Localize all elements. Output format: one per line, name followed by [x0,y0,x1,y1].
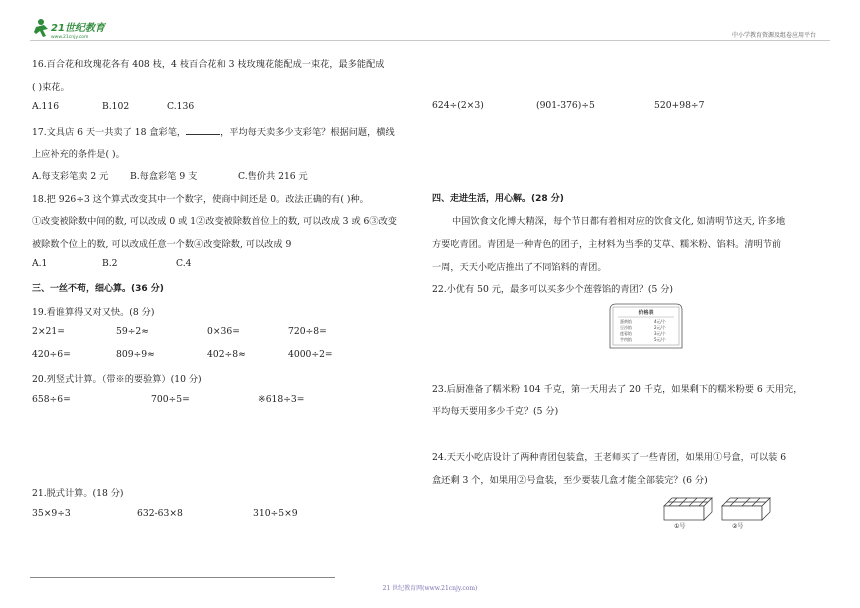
q21-cont-item-2: (901-376)÷5 [536,100,595,111]
q17-blank [186,125,220,135]
section3-title: 三、一丝不苟，细心算。(36 分) [32,284,164,294]
price-row-name-4: 芋肉馅 [620,337,632,342]
q19-r2-c2: 809÷9≈ [116,349,155,360]
q16-option-c: C.136 [167,101,195,112]
q18-option-c: C.4 [176,258,192,269]
packaging-boxes-illustration [660,494,780,530]
price-row-name-2: 豆沙馅 [620,325,632,330]
q17-option-c: C.售价共 216 元 [238,171,308,182]
q19-r2-c3: 402÷8≈ [207,349,246,360]
footer-divider [30,577,335,578]
q21-item-1: 35×9÷3 [32,508,71,519]
q19-r1-c2: 59÷2≈ [116,326,149,337]
logo-text: 21世纪教育 [51,23,105,34]
price-card [608,302,684,350]
box-label-1: ①号 [674,523,686,530]
q20-title: 20.列竖式计算。（带※的要验算）(10 分) [32,374,202,385]
q23-line2: 平均每天要用多少千克？(5 分) [432,406,559,417]
q21-cont-item-1: 624÷(2×3) [432,100,484,111]
q24-line2: 盒还剩 3 个，如果用②号盒装，至少要装几盒才能全部装完？(6 分) [432,475,708,486]
q18-option-b: B.2 [102,258,118,269]
q21-item-2: 632-63×8 [137,508,183,519]
header-divider [30,40,830,41]
price-row-price-2: 2元/个 [654,325,666,330]
logo [32,17,114,39]
q18-option-a: A.1 [32,258,48,269]
logo-sub: www.21cnjy.com [51,35,89,39]
q18-line2: ①改变被除数中间的数, 可以改成 0 或 1②改变被除数首位上的数, 可以改成 3 或 6③改变 [32,216,397,227]
price-row-price-1: 4元/个 [654,319,666,324]
q17-line2: 上应补充的条件是( )。 [32,149,125,160]
q20-item-3: ※618÷3= [258,394,305,405]
q17-text-b: ，平均每天卖多少支彩笔？根据问题，横线 [220,127,395,138]
q20-item-2: 700÷5= [151,394,190,405]
price-row-name-3: 莲蓉馅 [620,331,632,336]
q16-option-a: A.116 [32,101,60,112]
q17-line1 [32,124,395,138]
q19-r2-c1: 420÷6= [32,349,71,360]
price-row-name-1: 蛋黄馅 [620,319,632,324]
q18-line1: 18.把 926÷3 这个算式改变其中一个数字，使商中间还是 0。改法正确的有( )种。 [32,194,369,205]
section4-title: 四、走进生活，用心解。(28 分) [432,194,564,204]
price-card-title: 价格表 [638,310,654,316]
intro-line3: 一周，天天小吃店推出了不同馅料的青团。 [432,262,607,273]
q19-title: 19.看谁算得又对又快。(8 分) [32,307,155,318]
q17-option-b: B.每盒彩笔 9 支 [130,171,198,182]
intro-line2: 方要吃青团。青团是一种青色的团子，主材料为当季的艾草、糯米粉、馅料。清明节前 [432,239,782,250]
q23-line1: 23.后厨准备了糯米粉 104 千克，第一天用去了 20 千克，如果剩下的糯米粉要 6 天用完， [432,384,803,395]
q16-option-b: B.102 [102,101,130,112]
q18-line3: 被除数个位上的数, 可以改成任意一个数④改变除数, 可以改成 9 [32,239,292,250]
q19-r1-c1: 2×21= [32,326,65,337]
q17-text-a: 17.文具店 6 天一共卖了 18 盒彩笔， [32,127,187,138]
header-platform-text: 中小学教育资源及组卷应用平台 [731,32,816,39]
q19-r1-c4: 720÷8= [288,326,327,337]
q17-option-a: A.每支彩笔卖 2 元 [32,171,109,182]
price-row-price-3: 3元/个 [654,331,666,336]
q16-line1: 16.百合花和玫瑰花各有 408 枝，4 枝百合花和 3 枝玫瑰花能配成一束花，最多能配成 [32,59,385,70]
q19-r1-c3: 0×36= [207,326,240,337]
box-label-2: ②号 [732,523,744,530]
q21-item-3: 310÷5×9 [253,508,298,519]
q24-line1: 24.天天小吃店设计了两种青团包装盒，王老师买了一些青团，如果用①号盒，可以装 6 [432,452,787,463]
q16-line2: ( )束花。 [32,82,70,93]
q21-cont-item-3: 520+98÷7 [654,100,705,111]
q21-title: 21.脱式计算。(18 分) [32,488,124,499]
q19-r2-c4: 4000÷2= [288,349,333,360]
price-row-price-4: 5元/个 [654,337,666,342]
footer-text: 21 世纪教育网(www.21cnjy.com) [382,585,478,592]
q20-item-1: 658÷6= [32,394,71,405]
intro-line1: 中国饮食文化博大精深，每个节日都有着相对应的饮食文化, 如清明节这天, 许多地 [452,216,786,227]
q22-text: 22.小优有 50 元，最多可以买多少个莲蓉馅的青团？(5 分) [432,284,674,295]
